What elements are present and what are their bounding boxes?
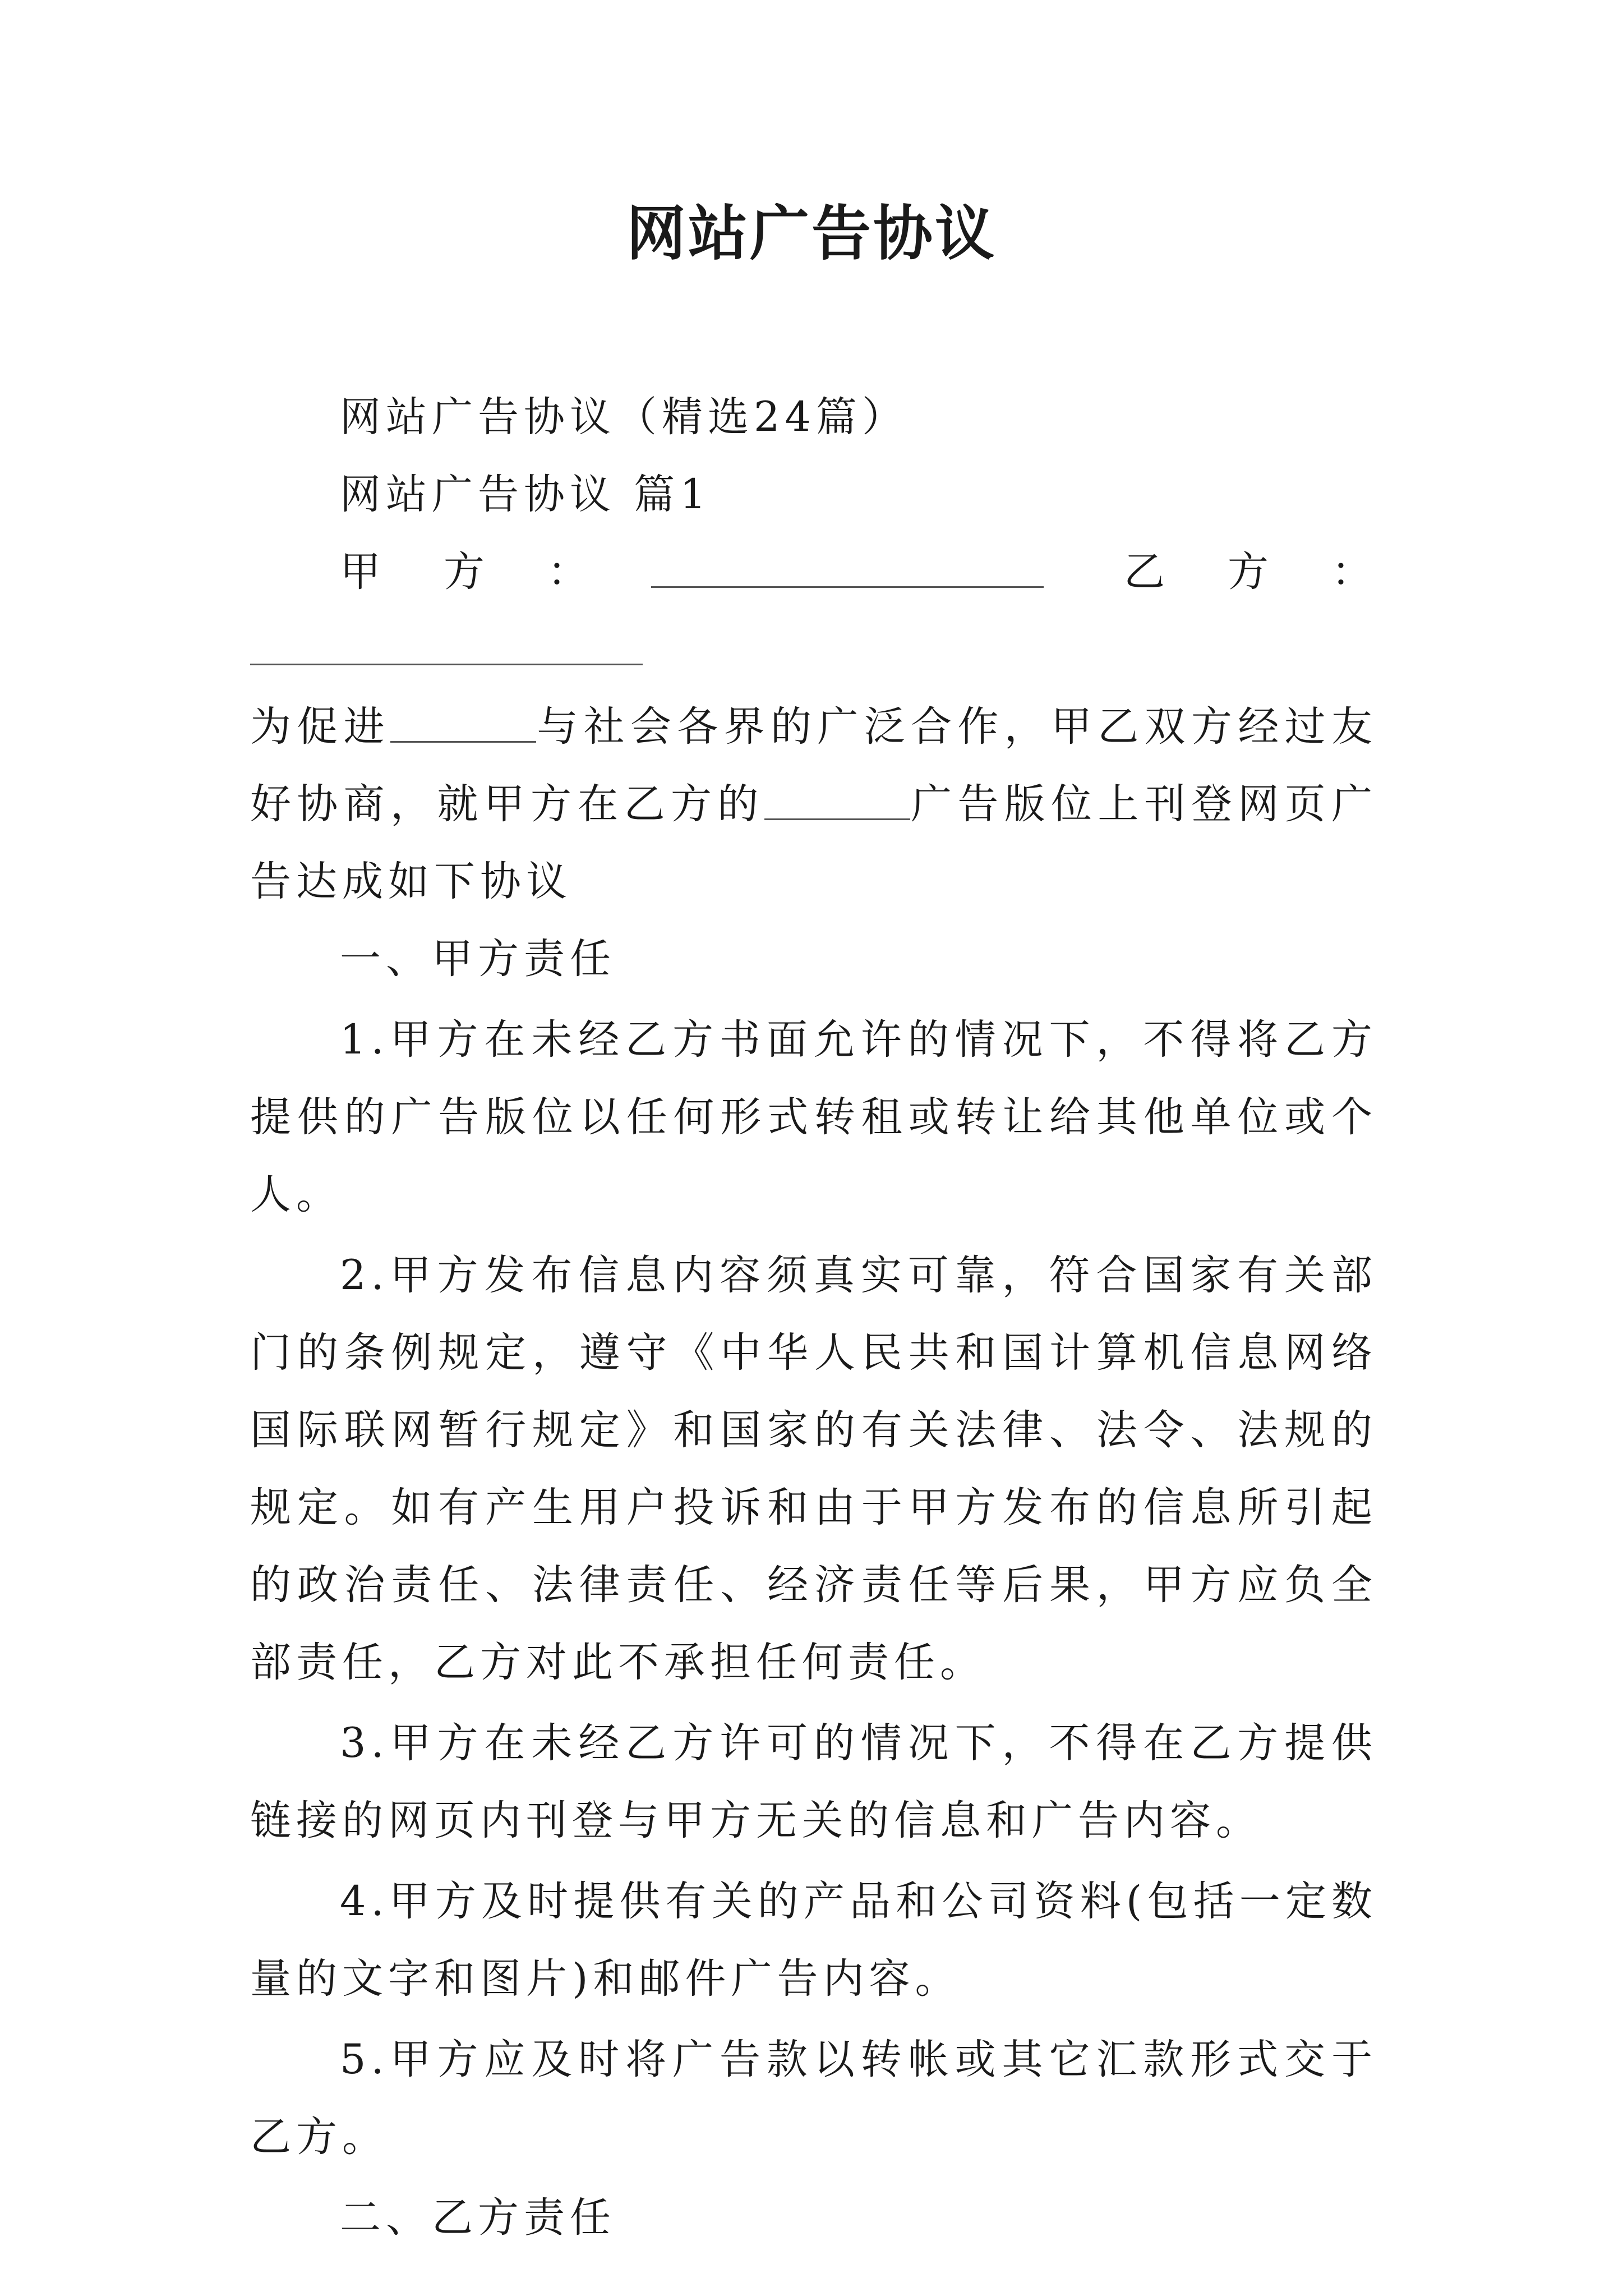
party-a-label: 甲方： bbox=[340, 548, 651, 596]
clause-3: 3.甲方在未经乙方许可的情况下，不得在乙方提供链接的网页内刊登与甲方无关的信息和广告内容。 bbox=[250, 1719, 1377, 1844]
document-body bbox=[250, 379, 1377, 2257]
section-heading: 网站广告协议 篇1 bbox=[340, 471, 711, 518]
clause-2: 2.甲方发布信息内容须真实可靠，符合国家有关部门的条例规定，遵守《中华人民共和国计算机信息网络国际联网暂行规定》和国家的有关法律、法令、法规的规定。如有产生用户投诉和由于甲方发布的信息所引起的政治责任、法律责任、经济责任等后果，甲方应负全部责任，乙方对此不承担任何责任。 bbox=[250, 1251, 1377, 1686]
clause-4: 4.甲方及时提供有关的产品和公司资料(包括一定数量的文字和图片)和邮件广告内容。 bbox=[250, 1878, 1377, 2003]
intro-paragraph bbox=[250, 688, 1377, 921]
heading-party-a-duties: 一、甲方责任 bbox=[340, 935, 616, 983]
heading-party-b-duties: 二、乙方责任 bbox=[340, 2194, 616, 2242]
party-b-blank bbox=[250, 624, 643, 665]
clause-5: 5.甲方应及时将广告款以转帐或其它汇款形式交于乙方。 bbox=[250, 2036, 1377, 2161]
intro-part1: 为促进 bbox=[250, 703, 390, 751]
intro-blank-1 bbox=[390, 702, 536, 743]
parties-line bbox=[250, 533, 1377, 688]
document-subtitle: 网站广告协议（精选24篇） bbox=[340, 393, 908, 441]
party-a-blank bbox=[651, 547, 1044, 588]
intro-blank-2 bbox=[764, 779, 910, 820]
clause-1: 1.甲方在未经乙方书面允许的情况下，不得将乙方提供的广告版位以任何形式转租或转让给其他单位或个人。 bbox=[250, 1016, 1377, 1218]
intro-part2: 与社会各界的广泛合作，甲乙双方经过友好协商，就甲方在乙方的 bbox=[250, 703, 1377, 828]
intro-part3: 广告版位上刊登网页广告达成如下协议 bbox=[250, 780, 1378, 905]
party-b-label: 乙方： bbox=[1066, 548, 1377, 596]
document-title: 网站广告协议 bbox=[626, 198, 997, 268]
